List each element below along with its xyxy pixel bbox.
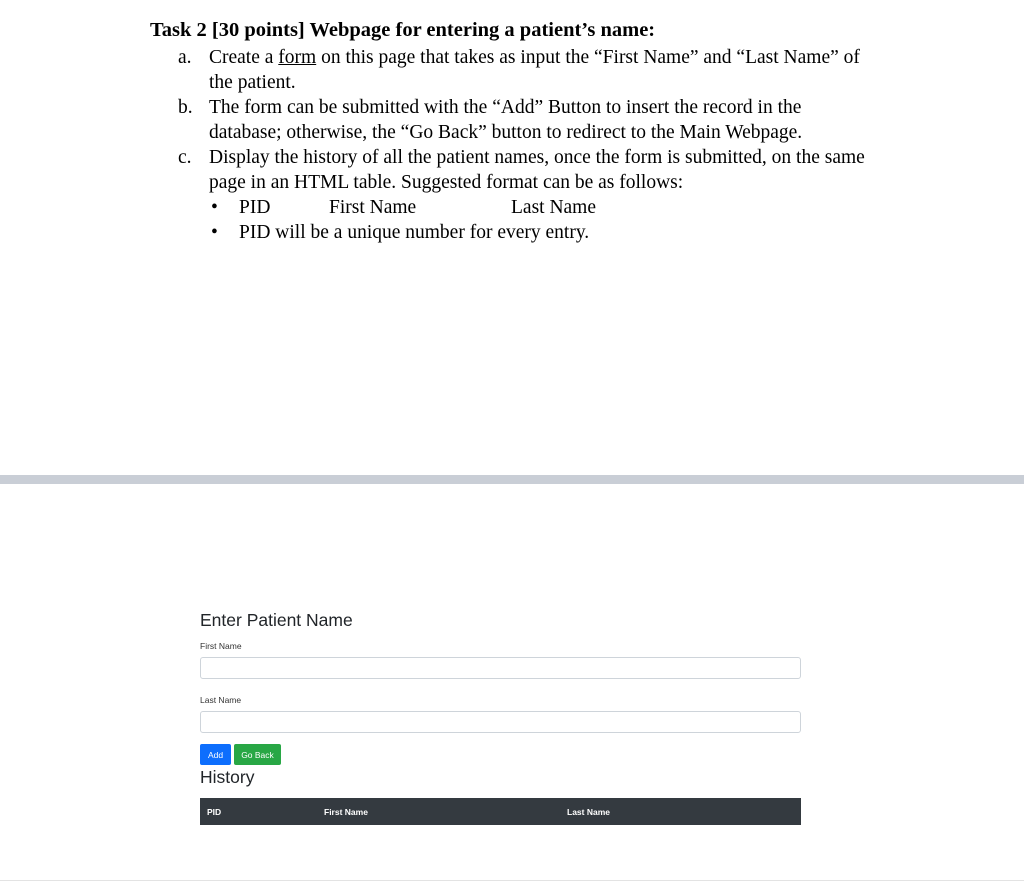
patient-form: [200, 641, 801, 765]
section-separator: [0, 475, 1024, 484]
column-header-pid: PID: [207, 806, 222, 817]
item-marker: b.: [178, 97, 193, 118]
bullet-format: [209, 195, 870, 220]
first-name-input[interactable]: [200, 657, 801, 679]
task-item-c: [150, 145, 870, 195]
pid-note: PID will be a unique number for every entry.: [239, 222, 590, 243]
history-title: History: [200, 767, 255, 787]
item-marker: a.: [178, 47, 192, 68]
history-header-row: [200, 798, 801, 825]
item-a-post: on this page that takes as input the “First Name” and “Last Name” of the patient.: [209, 47, 860, 93]
format-pid: PID: [239, 197, 271, 218]
assignment-document: [150, 18, 870, 245]
task-item-b: [150, 95, 870, 145]
item-b-text: The form can be submitted with the “Add” Button to insert the record in the database; otherwise, the “Go Back” button to redirect to the Main Webpage.: [209, 97, 803, 143]
last-name-input[interactable]: [200, 711, 801, 733]
bottom-divider: [0, 880, 1024, 881]
item-c-text: Display the history of all the patient names, once the form is submitted, on the same page in an HTML table. Suggested format can be as follows:: [209, 147, 865, 193]
first-name-label: First Name: [200, 641, 242, 651]
history-table: [200, 798, 801, 825]
go-back-button[interactable]: Go Back: [234, 744, 281, 765]
bullet-icon: •: [211, 222, 218, 243]
format-bullets: [150, 195, 870, 245]
format-first-name: First Name: [329, 197, 417, 218]
bullet-icon: •: [211, 197, 218, 218]
last-name-label: Last Name: [200, 695, 242, 705]
item-marker: c.: [178, 147, 192, 168]
item-a-form-link[interactable]: form: [278, 47, 317, 68]
form-actions: [200, 744, 801, 765]
page-title: Enter Patient Name: [200, 610, 353, 630]
task-item-a: [150, 45, 870, 95]
add-button[interactable]: Add: [200, 744, 231, 765]
task-title: Task 2 [30 points] Webpage for entering a patient’s name:: [150, 19, 656, 41]
bullet-note: [209, 220, 870, 245]
column-header-last-name: Last Name: [567, 806, 610, 817]
patient-form-page: [200, 608, 801, 825]
column-header-first-name: First Name: [324, 806, 368, 817]
format-last-name: Last Name: [511, 197, 597, 218]
item-a-pre: Create a: [209, 47, 279, 68]
